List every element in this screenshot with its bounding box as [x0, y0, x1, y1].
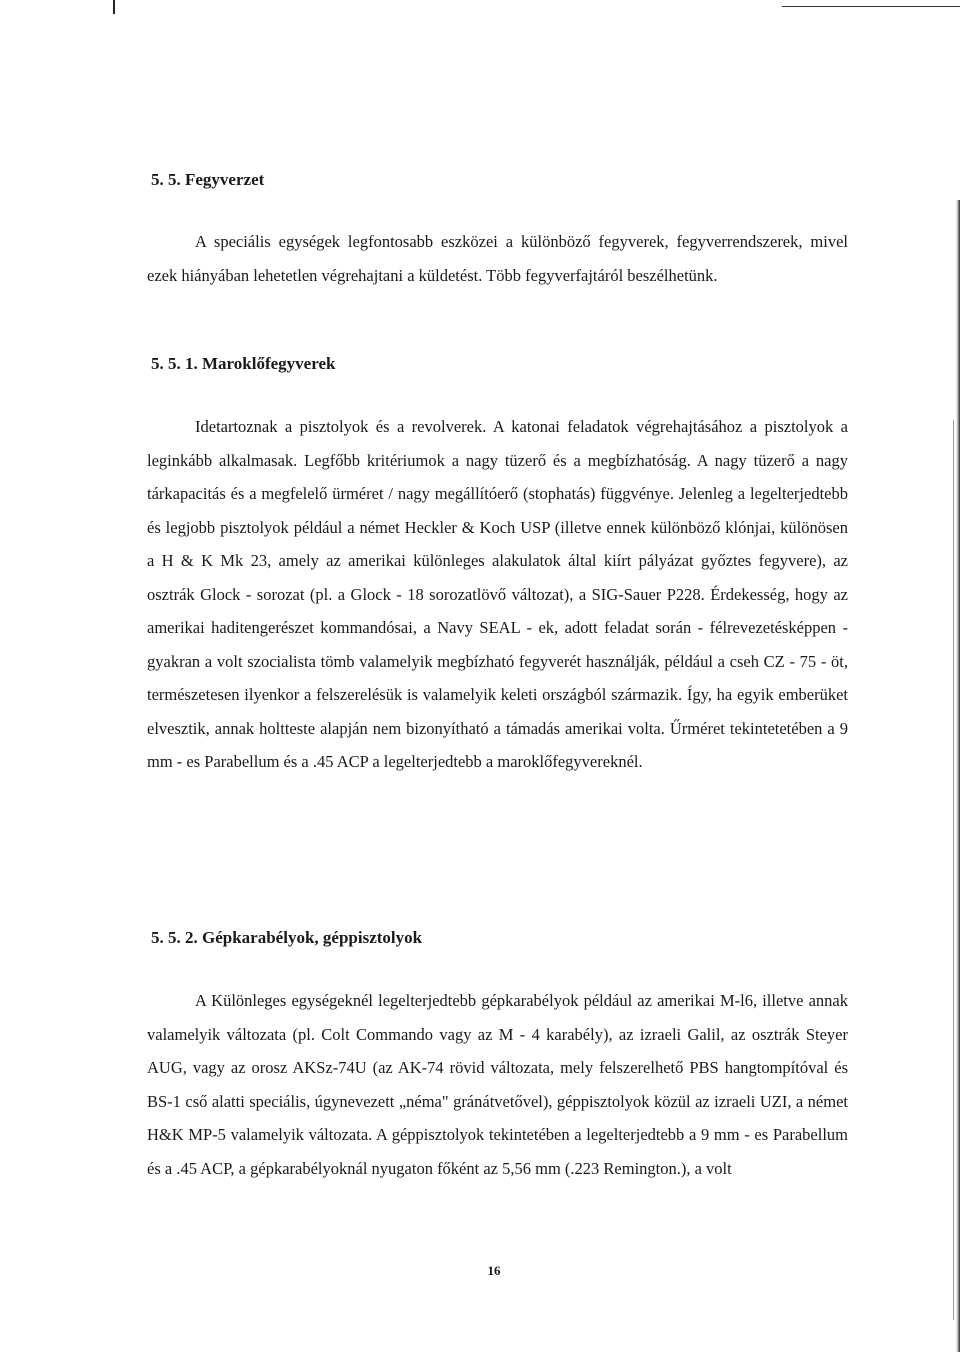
scan-line: [782, 6, 960, 7]
scan-edge-line: [953, 420, 954, 1320]
paragraph-text: A Különleges egységeknél legelterjedtebb gépkarabélyok például az amerikai M-l6, illetve annak valamelyik változata (pl. Colt Commando vagy az M - 4 karabély), az izraeli Galil, az osztrák Steyer AUG, vagy az orosz AKSz-74U (az AK-74 rövid változata, mely felszerelhető PBS hangtompítóval és BS-1 cső alatti speciális, úgynevezett „néma" gránátvetővel), géppisztolyok közül az izraeli UZI, a német H&K MP-5 valamelyik változata. A géppisztolyok tekintetében a legelterjedtebb a 9 mm - es Parabellum és a .45 ACP, a gépkarabélyoknál nyugaton főként az 5,56 mm (.223 Remington.), a volt: [147, 991, 848, 1178]
scan-mark: [113, 0, 115, 14]
section-paragraph-maroklofegyverek: [147, 410, 848, 779]
section-paragraph-gepkarabelyok: [147, 984, 848, 1185]
paragraph-text: A speciális egységek legfontosabb eszközei a különböző fegyverek, fegyverrendszerek, mivel ezek hiányában lehetetlen végrehajtani a küldetést. Több fegyverfajtáról beszélhetünk.: [147, 232, 848, 285]
section-heading-gepkarabelyok: 5. 5. 2. Gépkarabélyok, géppisztolyok: [151, 928, 423, 947]
section-heading-maroklofegyverek: 5. 5. 1. Maroklőfegyverek: [151, 354, 336, 373]
paragraph-text: Idetartoznak a pisztolyok és a revolverek. A katonai feladatok végrehajtásához a pisztolyok a leginkább alkalmasak. Legfőbb kritériumok a nagy tüzerő és a megbízhatóság. A nagy tüzerő a nagy tárkapacitás és a megfelelő ürméret / nagy megállítóerő (stophatás) függvénye. Jelenleg a legelterjedtebb és legjobb pisztolyok például a német Heckler & Koch USP (illetve ennek különböző klónjai, különösen a H & K Mk 23, amely az amerikai különleges alakulatok által kiírt pályázat győztes fegyvere), az osztrák Glock - sorozat (pl. a Glock - 18 sorozatlövő változat), a SIG-Sauer P228. Érdekesség, hogy az amerikai haditengerészet kommandósai, a Navy SEAL - ek, adott feladat során - félrevezetésképpen - gyakran a volt szocialista tömb valamelyik megbízható fegyverét használják, például a cseh CZ - 75 - öt, természetesen ilyenkor a felszerelésük is valamelyik keleti országból származik. Így, ha egyik emberüket elvesztik, annak holtteste alapján nem bizonyítható a támadás amerikai volta. Űrméret tekintetetében a 9 mm - es Parabellum és a .45 ACP a legelterjedtebb a maroklőfegyvereknél.: [147, 417, 848, 771]
scan-edge-shadow: [956, 200, 960, 1352]
page-number: 16: [487, 1263, 501, 1278]
section-paragraph-fegyverzet: [147, 225, 848, 292]
section-heading-fegyverzet: 5. 5. Fegyverzet: [151, 170, 265, 189]
